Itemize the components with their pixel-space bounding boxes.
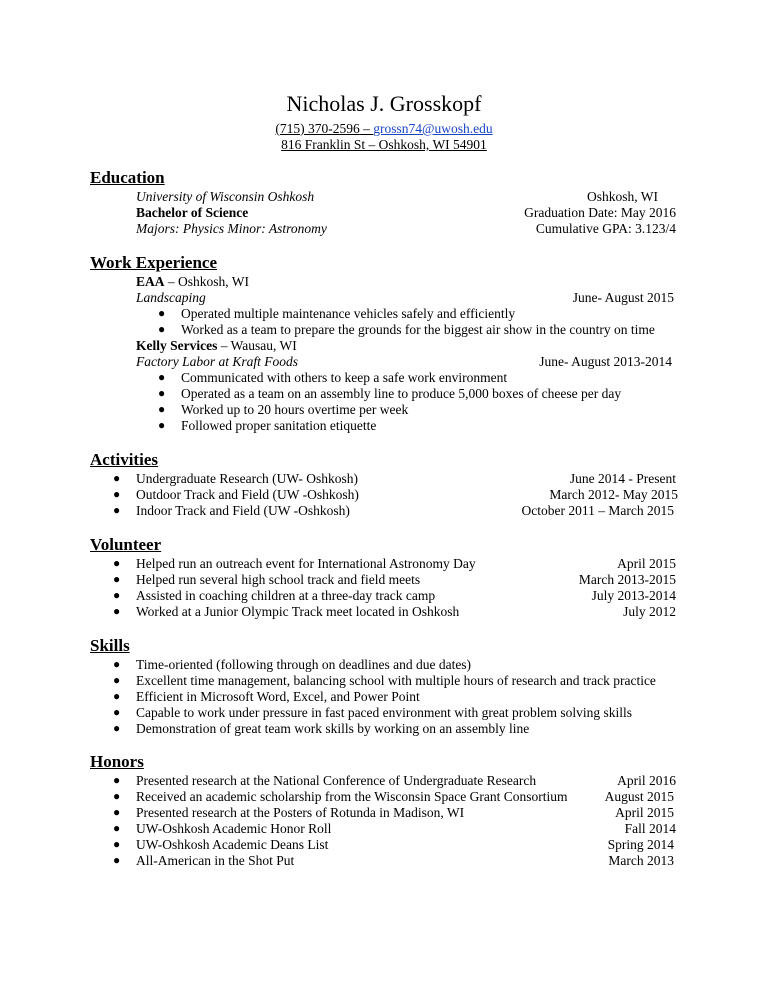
section-education-title: Education (90, 168, 165, 187)
list-item: Demonstration of great team work skills by working on an assembly line (136, 721, 530, 736)
list-item: Capable to work under pressure in fast paced environment with great problem solving skills (136, 705, 633, 720)
list-item: Worked as a team to prepare the grounds for the biggest air show in the country on time (181, 322, 655, 337)
bullet-icon: ● (113, 805, 121, 819)
degree: Bachelor of Science (136, 205, 249, 220)
list-item-date: April 2016 (617, 773, 676, 788)
list-item: Worked up to 20 hours overtime per week (181, 402, 409, 417)
list-item: Assisted in coaching children at a three-day track camp (136, 588, 436, 603)
list-item: UW-Oshkosh Academic Deans List (136, 837, 329, 852)
list-item: Efficient in Microsoft Word, Excel, and Power Point (136, 689, 420, 704)
majors: Majors: Physics Minor: Astronomy (136, 221, 327, 236)
list-item: Time-oriented (following through on deadlines and due dates) (136, 657, 472, 672)
bullet-icon: ● (113, 572, 121, 586)
school: University of Wisconsin Oshkosh (136, 189, 315, 204)
bullet-icon: ● (158, 402, 166, 416)
job-employer-line (136, 274, 249, 290)
address: 816 Franklin St – Oshkosh, WI 54901 (281, 137, 487, 152)
list-item-date: March 2013 (608, 853, 674, 868)
page-title: Nicholas J. Grosskopf (286, 91, 482, 116)
list-item: Excellent time management, balancing school with multiple hours of research and track practice (136, 673, 656, 688)
list-item: Helped run several high school track and field meets (136, 572, 421, 587)
bullet-icon: ● (113, 657, 121, 671)
list-item: Worked at a Junior Olympic Track meet located in Oshkosh (136, 604, 460, 619)
list-item: UW-Oshkosh Academic Honor Roll (136, 821, 332, 836)
list-item: Followed proper sanitation etiquette (181, 418, 377, 433)
bullet-icon: ● (113, 853, 121, 867)
list-item-date: Spring 2014 (607, 837, 674, 852)
list-item-date: Fall 2014 (624, 821, 676, 836)
list-item: Undergraduate Research (UW- Oshkosh) (136, 471, 359, 486)
list-item-date: October 2011 – March 2015 (521, 503, 674, 518)
bullet-icon: ● (158, 370, 166, 384)
bullet-icon: ● (158, 418, 166, 432)
list-item: All-American in the Shot Put (136, 853, 295, 868)
list-item: Presented research at the National Conference of Undergraduate Research (136, 773, 537, 788)
school-location: Oshkosh, WI (586, 189, 658, 204)
list-item-date: July 2012 (623, 604, 676, 619)
email-link[interactable]: grossn74@uwosh.edu (373, 121, 493, 136)
contact-separator: – (359, 121, 374, 136)
job-location: – Wausau, WI (217, 338, 297, 353)
section-volunteer-title: Volunteer (90, 535, 162, 554)
bullet-icon: ● (113, 471, 121, 485)
graduation-date: Graduation Date: May 2016 (524, 205, 676, 220)
job-location: – Oshkosh, WI (164, 274, 250, 289)
contact-line (0, 121, 768, 137)
job-employer: EAA (136, 274, 165, 289)
bullet-icon: ● (113, 689, 121, 703)
bullet-icon: ● (113, 837, 121, 851)
address-line (0, 137, 768, 153)
job-employer-line (136, 338, 297, 354)
phone: (715) 370-2596 (275, 121, 360, 136)
job-role: Factory Labor at Kraft Foods (136, 354, 299, 369)
list-item-date: April 2015 (617, 556, 676, 571)
bullet-icon: ● (113, 721, 121, 735)
bullet-icon: ● (113, 705, 121, 719)
list-item: Communicated with others to keep a safe work environment (181, 370, 508, 385)
section-work-title: Work Experience (90, 253, 218, 272)
job-role: Landscaping (136, 290, 206, 305)
bullet-icon: ● (158, 322, 166, 336)
list-item-date: July 2013-2014 (591, 588, 676, 603)
bullet-icon: ● (113, 487, 121, 501)
list-item: Presented research at the Posters of Rotunda in Madison, WI (136, 805, 465, 820)
bullet-icon: ● (113, 789, 121, 803)
list-item-date: August 2015 (604, 789, 674, 804)
list-item: Indoor Track and Field (UW -Oshkosh) (136, 503, 350, 518)
section-honors-title: Honors (90, 752, 144, 771)
bullet-icon: ● (113, 604, 121, 618)
job-dates: June- August 2015 (572, 290, 674, 305)
bullet-icon: ● (113, 673, 121, 687)
bullet-icon: ● (113, 556, 121, 570)
job-dates: June- August 2013-2014 (539, 354, 672, 369)
list-item-date: March 2013-2015 (578, 572, 676, 587)
section-skills-title: Skills (90, 636, 130, 655)
bullet-icon: ● (113, 588, 121, 602)
bullet-icon: ● (158, 386, 166, 400)
list-item: Operated as a team on an assembly line to produce 5,000 boxes of cheese per day (181, 386, 622, 401)
section-activities-title: Activities (90, 450, 158, 469)
bullet-icon: ● (158, 306, 166, 320)
bullet-icon: ● (113, 821, 121, 835)
list-item: Helped run an outreach event for International Astronomy Day (136, 556, 476, 571)
gpa: Cumulative GPA: 3.123/4 (535, 221, 676, 236)
job-employer: Kelly Services (136, 338, 218, 353)
list-item-date: March 2012- May 2015 (549, 487, 678, 502)
list-item: Outdoor Track and Field (UW -Oshkosh) (136, 487, 359, 502)
bullet-icon: ● (113, 503, 121, 517)
list-item: Received an academic scholarship from the Wisconsin Space Grant Consortium (136, 789, 568, 804)
list-item-date: April 2015 (615, 805, 674, 820)
list-item: Operated multiple maintenance vehicles safely and efficiently (181, 306, 516, 321)
list-item-date: June 2014 - Present (569, 471, 676, 486)
bullet-icon: ● (113, 773, 121, 787)
